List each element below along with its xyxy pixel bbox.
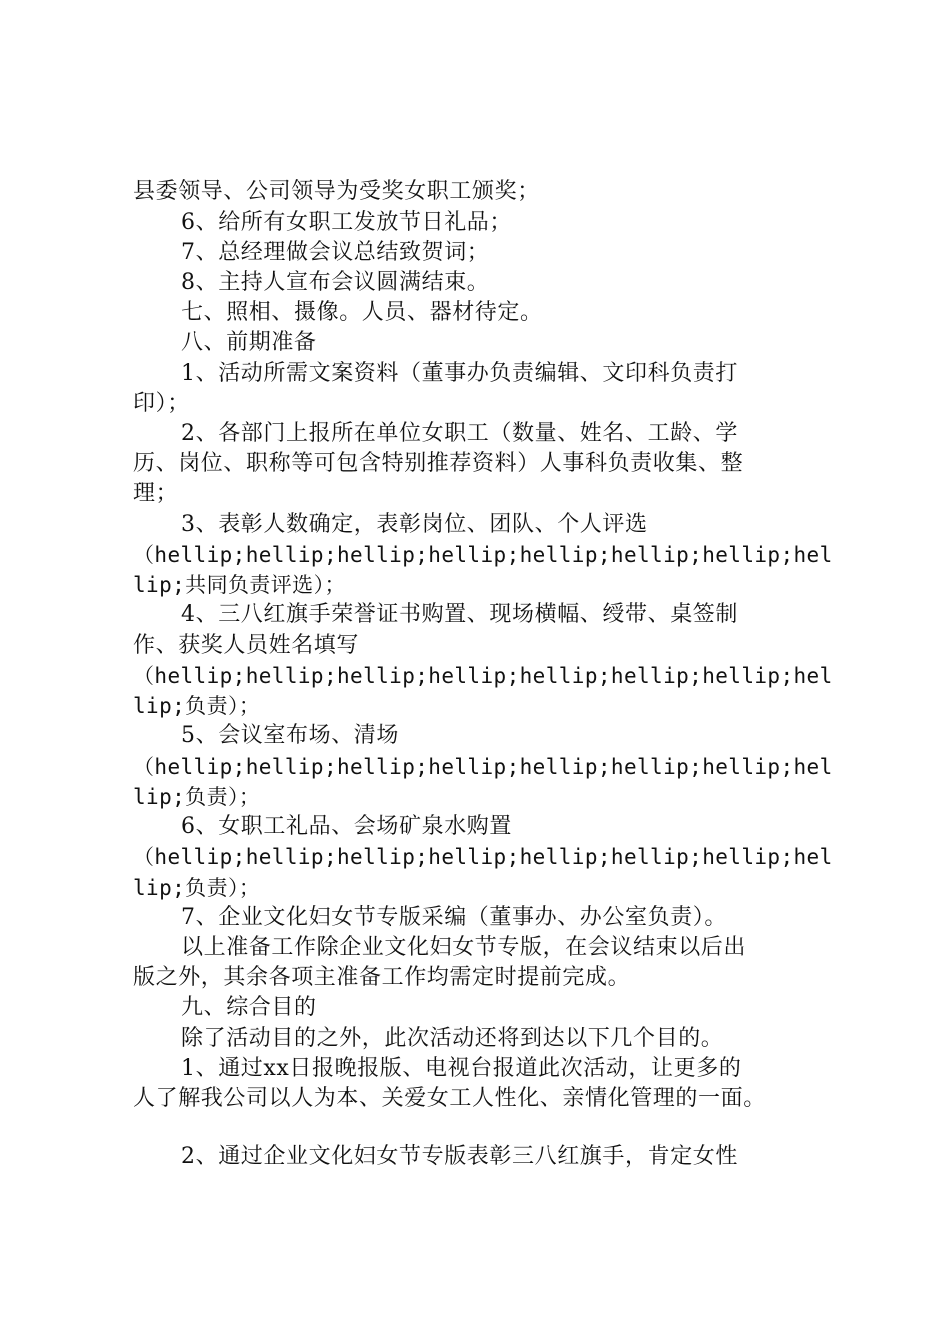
text-line: 人了解我公司以人为本、关爱女工人性化、亲情化管理的一面。: [133, 1086, 766, 1111]
text-line: lip;负责）；: [133, 694, 261, 718]
text-line: 7、总经理做会议总结致贺词；: [181, 240, 490, 265]
section-heading: 九、综合目的: [181, 995, 317, 1020]
section-heading: 七、照相、摄像。人员、器材待定。: [181, 300, 543, 325]
text-line: （hellip;hellip;hellip;hellip;hellip;hellip;hellip;hel: [133, 755, 833, 779]
text-line: 历、岗位、职称等可包含特别推荐资料）人事科负责收集、整: [133, 451, 744, 476]
text-line: 4、三八红旗手荣誉证书购置、现场横幅、绶带、桌签制: [181, 602, 738, 627]
text-line: 6、给所有女职工发放节日礼品；: [181, 210, 512, 235]
text-line: 8、主持人宣布会议圆满结束。: [181, 270, 490, 295]
text-line: 县委领导、公司领导为受奖女职工颁奖；: [133, 179, 540, 204]
text-line: lip;负责）；: [133, 785, 261, 809]
text-line: （hellip;hellip;hellip;hellip;hellip;hellip;hellip;hel: [133, 543, 833, 567]
text-line: 2、通过企业文化妇女节专版表彰三八红旗手，肯定女性: [181, 1144, 738, 1169]
text-line: 3、表彰人数确定，表彰岗位、团队、个人评选: [181, 512, 648, 537]
text-line: 1、通过xx日报晚报版、电视台报道此次活动，让更多的: [181, 1056, 742, 1081]
text-line: 印）；: [133, 391, 190, 416]
text-line: 作、获奖人员姓名填写: [133, 633, 360, 658]
text-line: 以上准备工作除企业文化妇女节专版，在会议结束以后出: [181, 935, 747, 960]
text-line: 5、会议室布场、清场: [181, 723, 399, 748]
text-line: 2、各部门上报所在单位女职工（数量、姓名、工龄、学: [181, 421, 738, 446]
text-line: 7、企业文化妇女节专版采编（董事办、办公室负责）。: [181, 905, 727, 930]
text-line: （hellip;hellip;hellip;hellip;hellip;hellip;hellip;hel: [133, 845, 833, 869]
text-line: 6、女职工礼品、会场矿泉水购置: [181, 814, 512, 839]
text-line: lip;负责）；: [133, 876, 261, 900]
text-line: 版之外，其余各项主准备工作均需定时提前完成。: [133, 965, 631, 990]
text-line: 1、活动所需文案资料（董事办负责编辑、文印科负责打: [181, 361, 738, 386]
section-heading: 八、前期准备: [181, 330, 317, 355]
text-line: lip;共同负责评选）；: [133, 573, 346, 597]
text-line: 理；: [133, 481, 179, 506]
text-line: 除了活动目的之外，此次活动还将到达以下几个目的。: [181, 1026, 724, 1051]
text-line: （hellip;hellip;hellip;hellip;hellip;hellip;hellip;hel: [133, 664, 833, 688]
